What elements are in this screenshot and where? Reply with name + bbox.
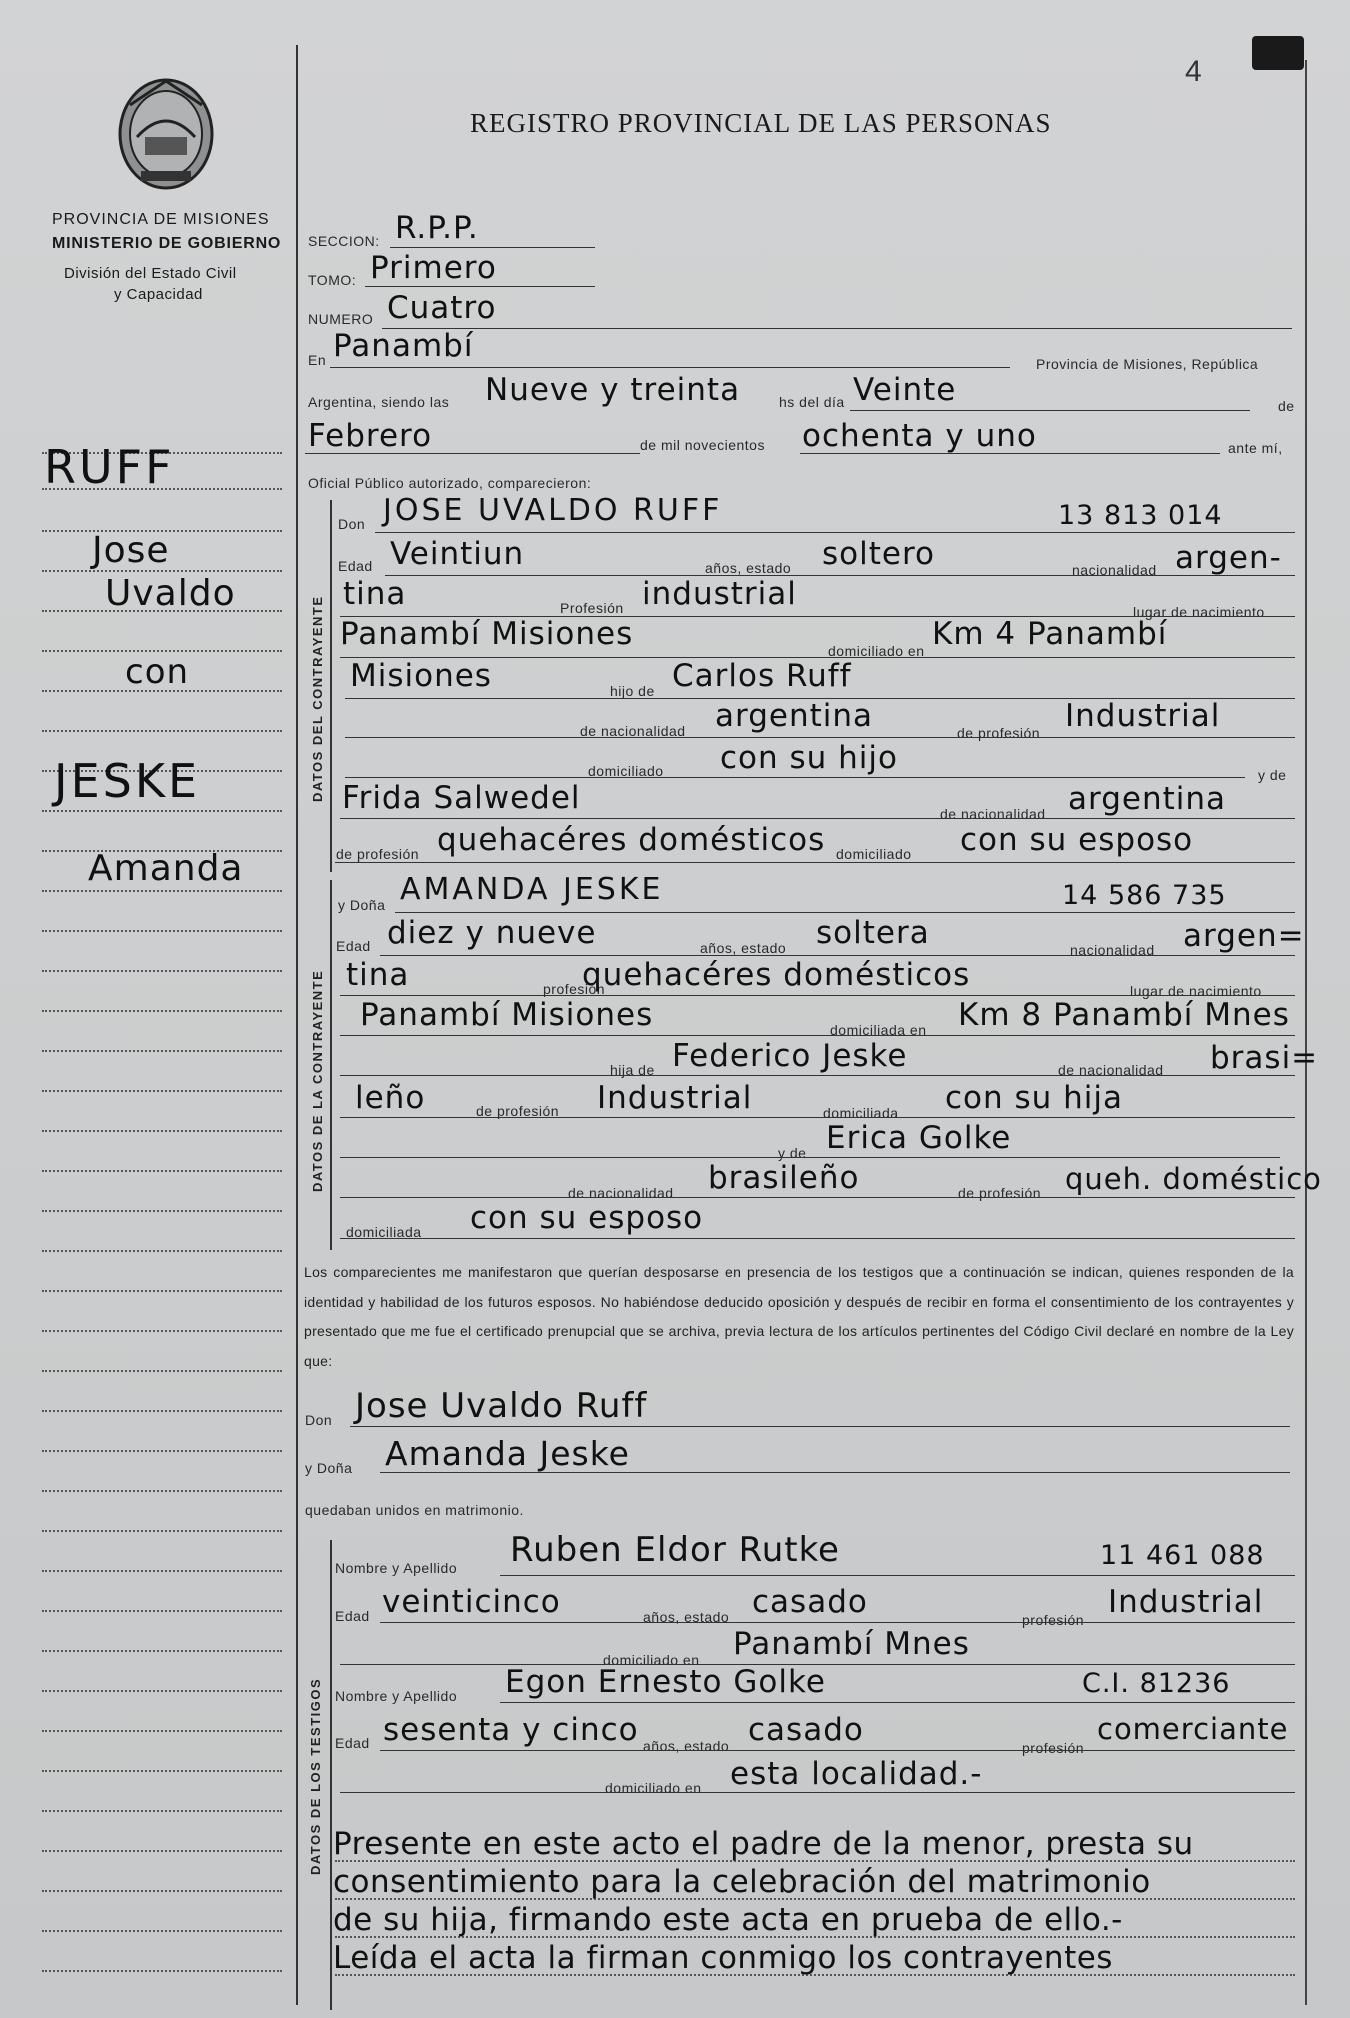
label-argentina-siendo: Argentina, siendo las [308, 394, 450, 410]
label-de-nacionalidad-2: de nacionalidad [940, 806, 1046, 822]
value-groom-nationality-b: tina [343, 576, 407, 612]
label-edad-4: Edad [335, 1735, 370, 1751]
value-numero: Cuatro [387, 290, 497, 326]
corner-tab [1252, 36, 1304, 70]
value-groom-domicile-a: Km 4 Panambí [932, 616, 1168, 652]
value-groom-mother-profession: quehacéres domésticos [437, 822, 826, 858]
value-anio: ochenta y uno [802, 418, 1037, 454]
note-line-3: de su hija, firmando este acta en prueba de ello.- [333, 1902, 1123, 1938]
value-groom-name: JOSE UVALDO RUFF [383, 493, 723, 528]
label-tomo: TOMO: [308, 272, 357, 288]
value-bride-domicile: Km 8 Panambí Mnes [958, 997, 1290, 1033]
label-anos-estado-4: años, estado [643, 1738, 730, 1754]
value-groom-domicile-b: Misiones [350, 658, 492, 694]
side-label-bride: DATOS DE LA CONTRAYENTE [310, 969, 325, 1192]
note-line-2: consentimiento para la celebración del matrimonio [333, 1864, 1151, 1900]
value-witness1-status: casado [752, 1584, 868, 1620]
value-groom-father: Carlos Ruff [672, 658, 852, 694]
page-title: REGISTRO PROVINCIAL DE LAS PERSONAS [470, 108, 1052, 138]
value-bride-profession: quehacéres domésticos [582, 957, 971, 993]
value-groom-father-domicile: con su hijo [720, 740, 899, 776]
page-number: 4 [1185, 55, 1202, 88]
label-nacionalidad-2: nacionalidad [1070, 942, 1155, 958]
value-bride-father-nationality-b: leño [355, 1080, 426, 1116]
label-profesion-3: profesión [1022, 1740, 1085, 1756]
label-oficial: Oficial Público autorizado, comparecieron: [308, 475, 592, 491]
value-declared-bride: Amanda Jeske [385, 1434, 630, 1473]
label-anos-estado: años, estado [705, 560, 792, 576]
label-don-2: Don [305, 1412, 333, 1428]
province-label: PROVINCIA DE MISIONES [52, 211, 270, 228]
value-tomo: Primero [370, 250, 497, 286]
value-groom-profession: industrial [642, 576, 797, 612]
value-groom-father-profession: Industrial [1065, 698, 1221, 734]
value-witness1-profession: Industrial [1108, 1584, 1264, 1620]
note-line-4: Leída el acta la firman conmigo los contrayentes [333, 1940, 1113, 1976]
label-edad-2: Edad [336, 938, 371, 954]
value-lugar: Panambí [333, 328, 474, 364]
label-y-dona: y Doña [338, 897, 386, 913]
label-de-profesion-2: de profesión [336, 846, 420, 862]
margin-surname-groom: RUFF [44, 440, 175, 494]
value-mes: Febrero [308, 418, 433, 454]
label-domiciliado-en-3: domiciliado en [605, 1780, 702, 1796]
value-bride-father: Federico Jeske [672, 1038, 908, 1074]
value-bride-father-domicile: con su hija [945, 1080, 1124, 1116]
label-hs-del-dia: hs del día [779, 394, 845, 410]
label-en: En [308, 352, 327, 368]
label-hijo-de: hijo de [610, 683, 655, 699]
margin-conjunction: con [125, 652, 190, 692]
label-de-profesion-3: de profesión [476, 1103, 560, 1119]
label-numero: NUMERO [308, 311, 374, 327]
label-hija-de: hija de [610, 1062, 655, 1078]
label-y-dona-2: y Doña [305, 1460, 353, 1476]
margin-given-bride: Amanda [88, 848, 244, 889]
value-groom-mother: Frida Salwedel [342, 780, 581, 816]
value-witness1-name: Ruben Eldor Rutke [510, 1530, 840, 1570]
label-ante-mi: ante mí, [1228, 440, 1283, 456]
value-witness2-status: casado [748, 1712, 864, 1748]
label-domiciliada: domiciliada [823, 1105, 899, 1121]
value-groom-birthplace: Panambí Misiones [340, 616, 634, 652]
label-domiciliado-2: domiciliado [836, 846, 912, 862]
label-edad: Edad [338, 558, 373, 574]
label-edad-3: Edad [335, 1608, 370, 1624]
witness-section-bracket [330, 1540, 332, 2010]
label-lugar-nacimiento-2: lugar de nacimiento [1130, 983, 1262, 999]
groom-section-bracket [330, 500, 332, 872]
label-provincia: Provincia de Misiones, República [1036, 356, 1259, 372]
value-witness2-name: Egon Ernesto Golke [505, 1664, 826, 1700]
value-witness2-profession: comerciante [1097, 1712, 1289, 1746]
value-bride-status: soltera [816, 915, 930, 951]
label-de-mil-novecientos: de mil novecientos [640, 437, 765, 453]
label-domiciliado-en: domiciliado en [828, 643, 925, 659]
right-border-line [1305, 60, 1307, 2005]
label-anos-estado-2: años, estado [700, 940, 787, 956]
margin-given-groom-1: Jose [92, 530, 170, 571]
label-quedaban: quedaban unidos en matrimonio. [305, 1502, 524, 1518]
value-witness2-domicile: esta localidad.- [730, 1756, 983, 1792]
value-hora: Nueve y treinta [485, 372, 741, 408]
label-don: Don [338, 516, 366, 532]
value-groom-father-nationality: argentina [715, 698, 874, 734]
division-label-1: División del Estado Civil [64, 265, 237, 282]
value-bride-name: AMANDA JESKE [400, 872, 664, 907]
label-y-de: y de [1258, 767, 1287, 783]
value-groom-nationality-a: argen- [1175, 540, 1282, 576]
value-witness2-doc: C.I. 81236 [1082, 1668, 1231, 1699]
label-domiciliado-en-2: domiciliado en [603, 1652, 700, 1668]
value-groom-status: soltero [822, 536, 935, 572]
label-y-de-2: y de [778, 1145, 807, 1161]
label-domiciliado: domiciliado [588, 763, 664, 779]
value-bride-age: diez y nueve [387, 915, 597, 951]
value-witness1-age: veinticinco [382, 1584, 561, 1620]
value-bride-mother-nationality: brasileño [708, 1160, 860, 1196]
label-profesion: profesión [543, 981, 606, 997]
value-bride-birthplace: Panambí Misiones [360, 997, 654, 1033]
label-nombre-apellido-2: Nombre y Apellido [335, 1688, 458, 1704]
label-de-profesion: de profesión [957, 725, 1041, 741]
label-anos-estado-3: años, estado [643, 1609, 730, 1625]
value-groom-doc: 13 813 014 [1058, 500, 1223, 531]
value-bride-father-nationality-a: brasi= [1210, 1040, 1319, 1076]
value-groom-age: Veintiun [390, 536, 525, 572]
left-border-line [296, 45, 298, 2005]
value-bride-mother: Erica Golke [826, 1120, 1012, 1156]
value-bride-mother-domicile: con su esposo [470, 1200, 704, 1236]
label-lugar-nacimiento: lugar de nacimiento [1133, 604, 1265, 620]
side-label-groom: DATOS DEL CONTRAYENTE [310, 595, 325, 802]
value-bride-father-profession: Industrial [597, 1080, 753, 1116]
value-bride-doc: 14 586 735 [1062, 880, 1227, 911]
value-witness1-doc: 11 461 088 [1100, 1540, 1265, 1571]
value-groom-mother-domicile: con su esposo [960, 822, 1194, 858]
label-profesion-cap: Profesión [560, 600, 624, 616]
value-bride-nationality-b: tina [346, 957, 410, 993]
value-witness1-domicile: Panambí Mnes [733, 1626, 970, 1662]
label-nacionalidad: nacionalidad [1072, 562, 1157, 578]
label-profesion-2: profesión [1022, 1612, 1085, 1628]
label-de-nacionalidad-3: de nacionalidad [1058, 1062, 1164, 1078]
division-label-2: y Capacidad [114, 286, 203, 303]
note-line-1: Presente en este acto el padre de la menor, presta su [333, 1826, 1194, 1862]
value-bride-nationality-a: argen= [1183, 918, 1305, 954]
label-domiciliada-en: domiciliada en [830, 1022, 927, 1038]
declaration-paragraph: Los comparecientes me manifestaron que querían desposarse en presencia de los testigos que a continuación se indican, quienes responden de la identidad y habilidad de los futuros esposos. No habiéndose deducido oposición y después de recibir en forma el consentimiento de los contrayentes y presentado que me fue el certificado prenupcial que se archiva, previa lectura de los artículos pertinentes del Código Civil declaré en nombre de la Ley que: [304, 1264, 1294, 1369]
value-groom-mother-nationality: argentina [1068, 781, 1227, 817]
label-de: de [1278, 398, 1295, 414]
side-label-witnesses: DATOS DE LOS TESTIGOS [308, 1677, 323, 1875]
value-dia: Veinte [853, 372, 957, 408]
value-seccion: R.P.P. [395, 210, 479, 246]
ministry-label: MINISTERIO DE GOBIERNO [52, 235, 282, 252]
value-declared-groom: Jose Uvaldo Ruff [355, 1386, 648, 1426]
label-seccion: SECCION: [308, 233, 380, 249]
value-witness2-age: sesenta y cinco [383, 1712, 639, 1748]
margin-given-groom-2: Uvaldo [105, 573, 236, 614]
label-domiciliada-2: domiciliada [346, 1224, 422, 1240]
label-de-nacionalidad-4: de nacionalidad [568, 1185, 674, 1201]
value-bride-mother-profession: queh. doméstico [1065, 1162, 1322, 1196]
label-de-nacionalidad: de nacionalidad [580, 723, 686, 739]
bride-section-bracket [330, 880, 332, 1250]
label-de-profesion-4: de profesión [958, 1185, 1042, 1201]
margin-surname-bride: JESKE [54, 754, 201, 808]
provincial-seal-icon [115, 75, 217, 193]
label-nombre-apellido: Nombre y Apellido [335, 1560, 458, 1576]
